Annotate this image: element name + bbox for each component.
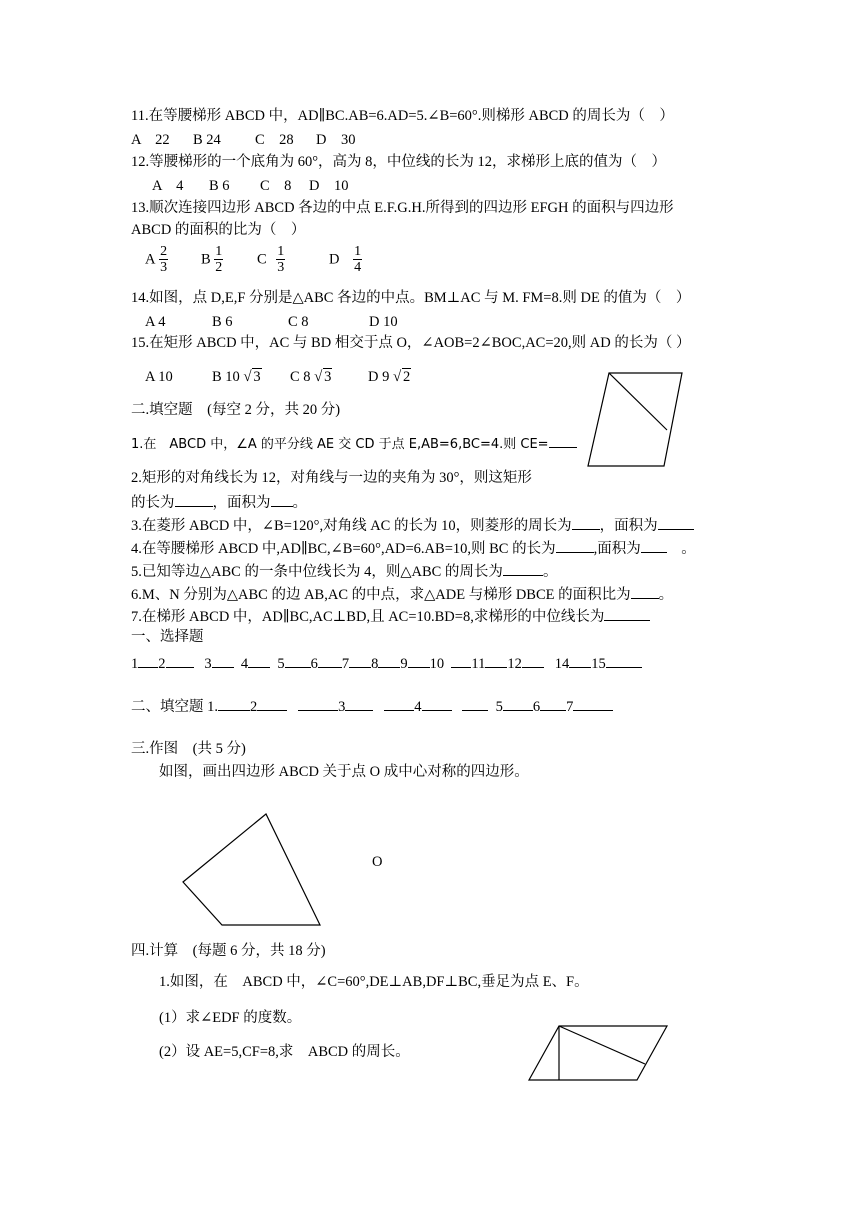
q12-option-b: B 6 — [209, 178, 230, 194]
fill-answer-blank-2a[interactable] — [257, 696, 287, 711]
q13-options — [145, 244, 445, 284]
parallelogram-outline — [588, 373, 682, 466]
q13-option-b-numerator: 1 — [215, 244, 223, 259]
answer-blank-12[interactable] — [522, 653, 544, 668]
q14-option-c: C 8 — [288, 314, 309, 330]
q12-option-c: C 8 — [260, 178, 292, 194]
q15-text: 15.在矩形 ABCD 中，AC 与 BD 相交于点 O，∠AOB=2∠BOC,AC=20,则 AD 的长为（ ） — [131, 335, 691, 351]
q13-line2: ABCD 的面积的比为（ ） — [131, 222, 306, 238]
q13-option-c-denominator: 3 — [277, 260, 285, 275]
answer-blank-6[interactable] — [318, 653, 342, 668]
calc-problem-1: 1.如图，在 ABCD 中，∠C=60°,DE⊥AB,DF⊥BC,垂足为点 E、F。 — [159, 974, 589, 990]
q11-option-d: D 30 — [316, 132, 356, 148]
q11-option-b: B 24 — [193, 132, 221, 148]
q13-option-b-denominator: 2 — [215, 260, 223, 275]
fill-q2-line1: 2.矩形的对角线长为 12，对角线与一边的夹角为 30°，则这矩形 — [131, 470, 532, 486]
q14-option-d: D 10 — [369, 314, 398, 330]
fill-heading: 二.填空题 (每空 2 分，共 20 分) — [131, 402, 341, 418]
answer-blank-8[interactable] — [378, 653, 400, 668]
q15-option-b-radicand: 3 — [253, 369, 261, 385]
q13-option-b: B $\frac{1}{2}$ — [201, 244, 223, 275]
answer-blank-2[interactable] — [166, 653, 194, 668]
q12-text: 12.等腰梯形的一个底角为 60°，高为 8，中位线的长为 12，求梯形上底的值为（ ） — [131, 154, 667, 170]
fill-answer-row: 二、填空题 1. 2 3 4 5 6 7 — [131, 696, 613, 716]
answer-blank-15[interactable] — [606, 653, 642, 668]
q11-text: 11.在等腰梯形 ABCD 中，AD∥BC.AB=6.AD=5.∠B=60°.则梯形 ABCD 的周长为（ ） — [131, 108, 674, 124]
calc-problem-1-part-1: (1）求∠EDF 的度数。 — [159, 1010, 302, 1026]
fill-q6: 6.M、N 分别为△ABC 的边 AB,AC 的中点，求△ADE 与梯形 DBCE 的面积比为 。 — [131, 584, 673, 604]
fill-answer-blank-3b[interactable] — [384, 696, 414, 711]
q15-option-b: B 10 √ 3 — [212, 368, 262, 386]
answer-blank-7[interactable] — [349, 653, 371, 668]
q13-option-d-numerator: 1 — [354, 244, 362, 259]
fill-q3: 3.在菱形 ABCD 中，∠B=120°,对角线 AC 的长为 10，则菱形的周长为 ，面积为 — [131, 515, 694, 535]
fill-q4-blank-area[interactable] — [641, 538, 667, 553]
fill-answer-blank-6[interactable] — [540, 696, 566, 711]
q15-option-d: D 9 √ 2 — [368, 368, 411, 386]
fill-answer-blank-4b[interactable] — [462, 696, 488, 711]
point-o-label: O — [372, 854, 383, 870]
q11-option-a: A 22 — [131, 132, 170, 148]
q13-line1: 13.顺次连接四边形 ABCD 各边的中点 E.F.G.H.所得到的四边形 EFGH 的面积与四边形 — [131, 200, 674, 216]
fill-q5: 5.已知等边△ABC 的一条中位线长为 4，则△ABC 的周长为 。 — [131, 561, 557, 581]
q13-option-a-denominator: 3 — [160, 260, 168, 275]
perpendicular-df — [559, 1026, 645, 1064]
fill-q1-blank[interactable] — [549, 433, 577, 448]
fill-q4: 4.在等腰梯形 ABCD 中,AD∥BC,∠B=60°,AD=6.AB=10,则 BC 的长为 ,面积为 。 — [131, 538, 696, 558]
q13-option-a: A $\frac{2}{3}$ — [145, 244, 168, 275]
q15-option-d-radicand: 2 — [402, 369, 411, 385]
q13-option-c-numerator: 1 — [277, 244, 285, 259]
draw-instruction: 如图，画出四边形 ABCD 关于点 O 成中心对称的四边形。 — [159, 764, 529, 780]
q14-option-a: A 4 — [145, 314, 166, 330]
fill-answer-blank-3a[interactable] — [345, 696, 373, 711]
q13-option-c: C $\frac{1}{3}$ — [257, 244, 285, 275]
answer-blank-10[interactable] — [451, 653, 471, 668]
q12-option-d: D 10 — [309, 178, 349, 194]
q12-option-a: A 4 — [152, 178, 184, 194]
answer-blank-1[interactable] — [138, 653, 158, 668]
fill-q7: 7.在梯形 ABCD 中，AD∥BC,AC⊥BD,且 AC=10.BD=8,求梯形的中位线长为 — [131, 606, 650, 626]
fill-q4-blank-bc[interactable] — [556, 538, 594, 553]
fill-q2-blank-length[interactable] — [175, 492, 213, 507]
fill-q3-blank-perimeter[interactable] — [572, 515, 600, 530]
answer-blank-14[interactable] — [569, 653, 591, 668]
choice-answer-row: 1 2 3 4 5 6 7 8 9 10 11 12 14 15 — [131, 653, 642, 673]
fill-q7-blank[interactable] — [604, 606, 650, 621]
fill-q1: 1.在 ABCD 中，∠A 的平分线 AE 交 CD 于点 E,AB=6,BC=4.则 CE= — [131, 433, 577, 454]
quadrilateral-abcd-outline — [183, 814, 320, 925]
q15-option-c: C 8 √ 3 — [290, 368, 332, 386]
choice-answer-heading: 一、选择题 — [131, 629, 204, 645]
answer-blank-4[interactable] — [248, 653, 270, 668]
fill-q2-blank-area[interactable] — [271, 492, 293, 507]
fill-q2-line2: 的长为 ，面积为 。 — [131, 492, 307, 512]
fill-answer-blank-2b[interactable] — [298, 696, 338, 711]
fill-answer-blank-7[interactable] — [573, 696, 613, 711]
parallelogram-abcd-outline — [529, 1026, 667, 1080]
answer-blank-9[interactable] — [408, 653, 430, 668]
angle-bisector-line — [609, 373, 667, 430]
calc-problem-1-part-2: (2）设 AE=5,CF=8,求 ABCD 的周长。 — [159, 1044, 410, 1060]
q15-option-a: A 10 — [145, 369, 173, 385]
q11-option-c: C 28 — [255, 132, 294, 148]
q13-option-a-numerator: 2 — [160, 244, 168, 259]
q13-option-d: D $\frac{1}{4}$ — [329, 244, 362, 275]
calc-heading: 四.计算 (每题 6 分，共 18 分) — [131, 943, 326, 959]
answer-blank-3[interactable] — [212, 653, 234, 668]
fill-q6-blank[interactable] — [631, 584, 659, 599]
draw-heading: 三.作图 (共 5 分) — [131, 741, 246, 757]
q13-option-d-denominator: 4 — [354, 260, 362, 275]
q14-text: 14.如图，点 D,E,F 分别是△ABC 各边的中点。BM⊥AC 与 M. FM=8.则 DE 的值为（ ） — [131, 290, 691, 306]
fill-q5-blank[interactable] — [503, 561, 543, 576]
parallelogram-perpendiculars-figure — [527, 1024, 669, 1082]
fill-answer-blank-4a[interactable] — [422, 696, 452, 711]
quadrilateral-figure — [182, 813, 322, 933]
fill-q3-blank-area[interactable] — [658, 515, 694, 530]
answer-blank-5[interactable] — [285, 653, 311, 668]
q15-option-c-radicand: 3 — [324, 369, 332, 385]
fill-answer-blank-5[interactable] — [503, 696, 533, 711]
parallelogram-figure — [585, 370, 685, 470]
answer-blank-11[interactable] — [485, 653, 507, 668]
q14-option-b: B 6 — [212, 314, 233, 330]
fill-answer-blank-1[interactable] — [218, 696, 250, 711]
